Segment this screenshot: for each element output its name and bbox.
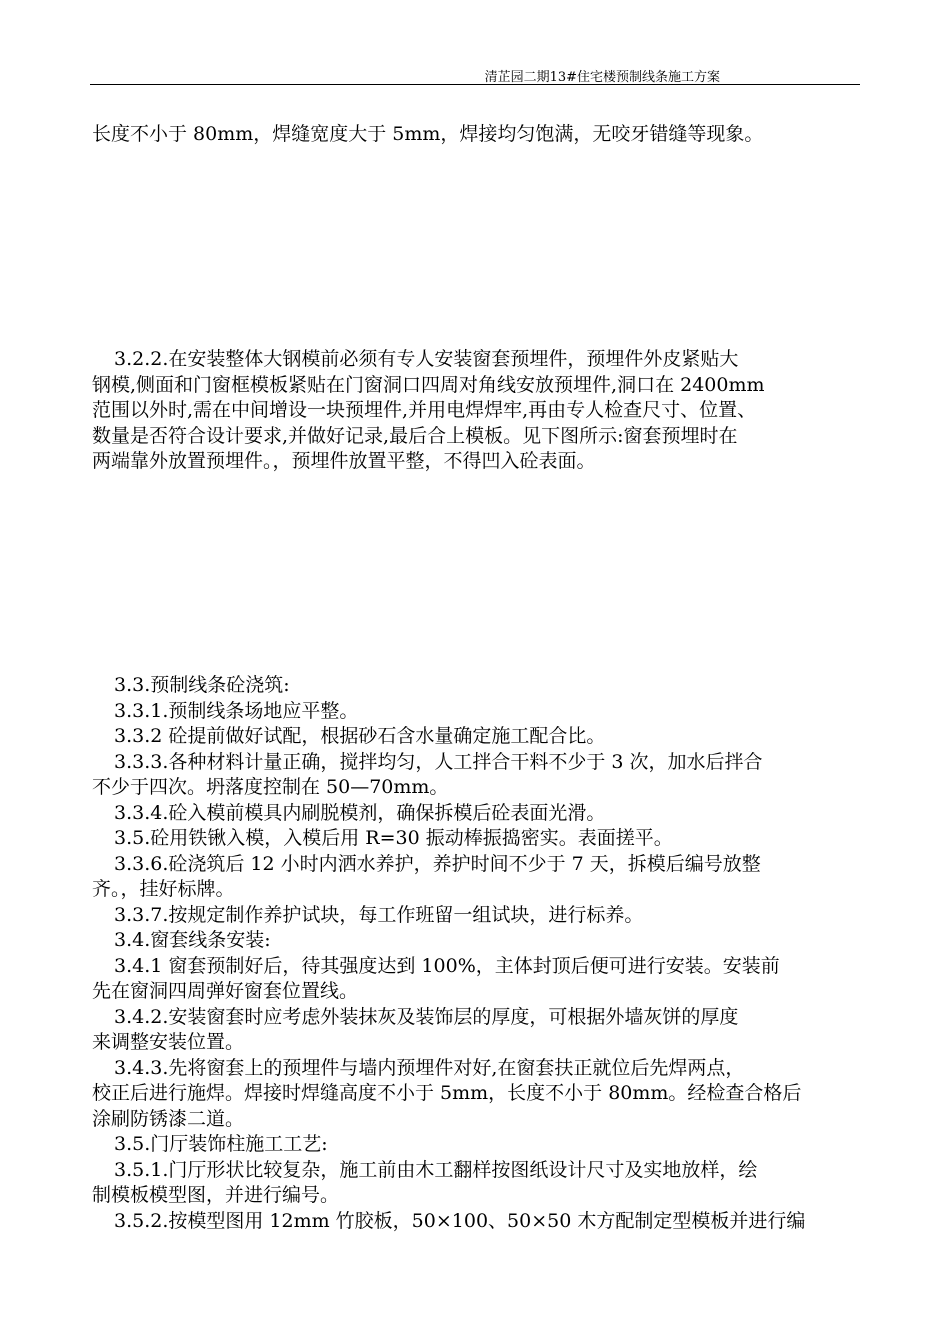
text-line: 3.3.4.砼入模前模具内刷脱模剂，确保拆模后砼表面光滑。 xyxy=(114,801,606,824)
text-line: 涂刷防锈漆二道。 xyxy=(92,1107,245,1130)
text-line: 3.4.1 窗套预制好后，待其强度达到 100%，主体封顶后便可进行安装。安装前 xyxy=(114,954,780,977)
text-line: 3.3.2 砼提前做好试配，根据砂石含水量确定施工配合比。 xyxy=(114,725,606,747)
text-line: 范围以外时,需在中间增设一块预埋件,并用电焊焊牢,再由专人检查尺寸、位置、 xyxy=(92,399,757,421)
text-line: 先在窗洞四周弹好窗套位置线。 xyxy=(92,980,359,1002)
text-line: 长度不小于 80mm，焊缝宽度大于 5mm，焊接均匀饱满，无咬牙错缝等现象。 xyxy=(92,123,764,145)
paragraph-3-2-2 xyxy=(92,347,860,475)
paragraph-weld-length xyxy=(92,122,860,148)
section-heading: 3.5.门厅装饰柱施工工艺: xyxy=(114,1133,328,1155)
section-heading: 3.3.预制线条砼浇筑: xyxy=(114,674,290,696)
text-line: 齐。，挂好标牌。 xyxy=(92,878,235,900)
text-line: 来调整安装位置。 xyxy=(92,1031,245,1053)
text-line: 3.3.7.按规定制作养护试块，每工作班留一组试块，进行标养。 xyxy=(114,903,644,926)
text-line: 不少于四次。坍落度控制在 50—70mm。 xyxy=(92,776,449,798)
text-line: 3.4.3.先将窗套上的预埋件与墙内预埋件对好,在窗套扶正就位后先焊两点， xyxy=(114,1056,745,1079)
text-line: 3.5.砼用铁锹入模，入模后用 R=30 振动棒振捣密实。表面搓平。 xyxy=(114,827,673,849)
section-3-3-to-3-5 xyxy=(92,673,860,1234)
text-line: 3.5.1.门厅形状比较复杂，施工前由木工翻样按图纸设计尺寸及实地放样，绘 xyxy=(114,1158,758,1181)
header-title: 清芷园二期13#住宅楼预制线条施工方案 xyxy=(484,70,720,85)
section-heading: 3.4.窗套线条安装: xyxy=(114,929,271,951)
text-line: 钢模,侧面和门窗框模板紧贴在门窗洞口四周对角线安放预埋件,洞口在 2400mm xyxy=(92,373,765,396)
text-line: 3.3.3.各种材料计量正确，搅拌均匀，人工拌合干料不少于 3 次，加水后拌合 xyxy=(114,750,763,773)
text-line: 3.3.1.预制线条场地应平整。 xyxy=(114,699,359,722)
text-line: 制模板模型图，并进行编号。 xyxy=(92,1184,340,1206)
text-line: 3.4.2.安装窗套时应考虑外装抹灰及装饰层的厚度，可根据外墙灰饼的厚度 xyxy=(114,1005,739,1028)
page-header xyxy=(90,62,860,85)
text-line: 数量是否符合设计要求,并做好记录,最后合上模板。见下图所示:窗套预埋时在 xyxy=(92,424,738,447)
text-line: 3.5.2.按模型图用 12mm 竹胶板，50×100、50×50 木方配制定型模板并进行编 xyxy=(114,1209,806,1232)
text-line: 两端靠外放置预埋件。，预埋件放置平整，不得凹入砼表面。 xyxy=(92,450,596,472)
text-line: 3.2.2.在安装整体大钢模前必须有专人安装窗套预埋件，预埋件外皮紧贴大 xyxy=(114,348,739,370)
text-line: 校正后进行施焊。焊接时焊缝高度不小于 5mm，长度不小于 80mm。经检查合格后 xyxy=(92,1082,802,1104)
text-line: 3.3.6.砼浇筑后 12 小时内洒水养护，养护时间不少于 7 天，拆模后编号放整 xyxy=(114,852,761,875)
